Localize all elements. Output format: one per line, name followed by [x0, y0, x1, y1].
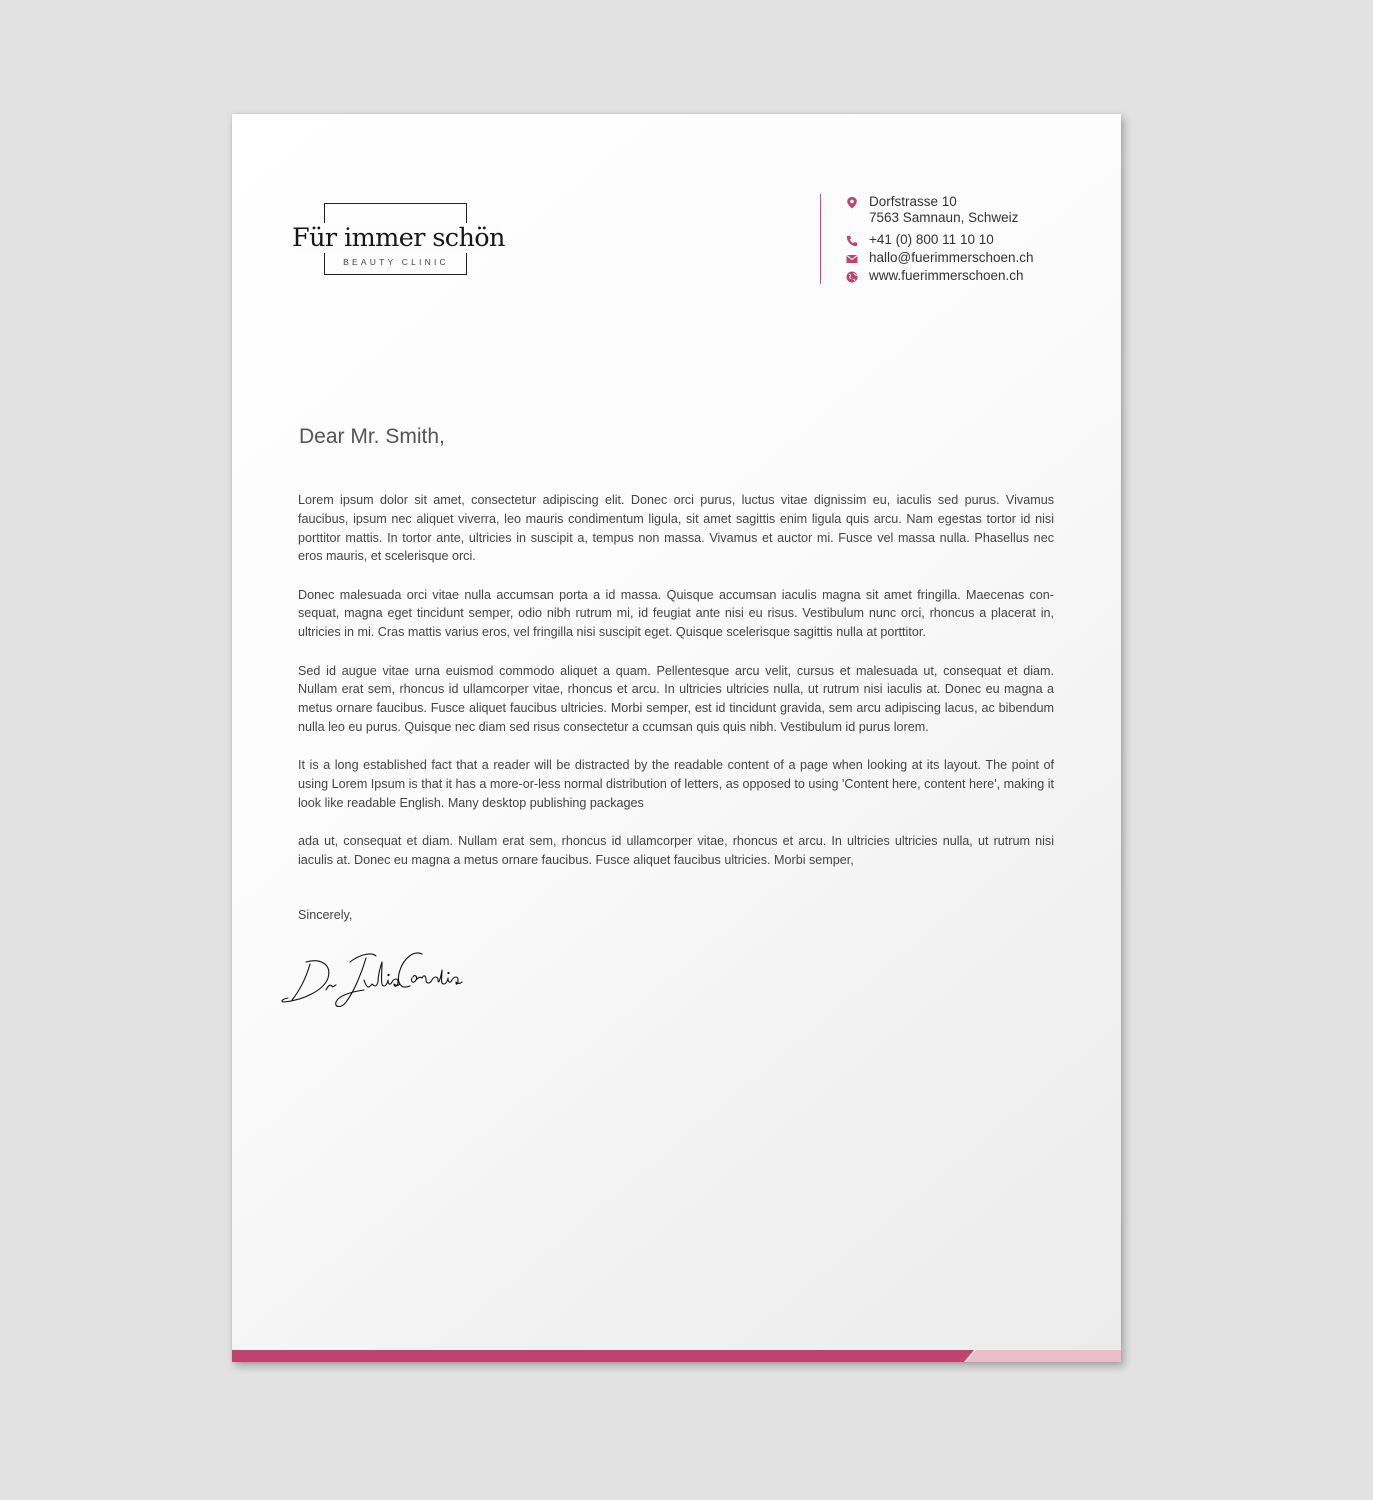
- body-paragraph: ada ut, consequat et diam. Nullam erat sem, rhoncus id ullamcorper vitae, rhoncus et arcu. In ultricies ultricies nulla, ut rutrum nisi iaculis at. Donec eu magna a metus ornare faucibus. Fusce aliquet faucibus ultricies. Morbi semper,: [298, 834, 1054, 867]
- logo-title: Für immer schön: [292, 223, 505, 253]
- body-paragraph: Lorem ipsum dolor sit amet, consectetur adipiscing elit. Donec orci purus, luctus vitae dignissim eu, iaculis sed purus. Vivamus faucibus, ipsum nec aliquet viverra, leo mauris condimentum ligula, sit amet sagittis enim ligula quis arcu. Nam egestas tortor id nisi porttitor mattis. In tortor ante, ultricies in suscipit a, tempus non massa. Vivamus et auctor mi. Fusce vel massa nulla. Phasellus nec eros mauris, et scelerisque orci.: [298, 493, 1054, 564]
- envelope-icon: [846, 253, 858, 265]
- globe-icon: [846, 271, 858, 283]
- clinic-logo: [292, 203, 505, 277]
- body-paragraph: Sed id augue vitae urna euismod commodo aliquet a quam. Pellentesque arcu velit, cursus et malesuada ut, consequat et diam. Nullam erat sem, rhoncus id ullamcorper vitae, rhoncus et arcu. In ultricies ultricies nulla, ut rutrum nisi iaculis at. Donec eu magna a metus ornare faucibus. Fusce aliquet faucibus ultricies. Morbi semper, est id tincidunt gravida, sem arcu adipiscing lacus, ac bibendum nulla leo eu purus. Quisque nec diam sed risus consectetur a ccumsan quis quis nibh. Vestibulum id purus lorem.: [298, 663, 1054, 734]
- signature: [280, 940, 470, 1010]
- contact-divider: [820, 194, 821, 284]
- salutation: Dear Mr. Smith,: [299, 425, 445, 448]
- footer-accent-bar: [232, 1350, 1121, 1362]
- contact-website: [846, 268, 1086, 286]
- contact-phone: [846, 232, 1086, 250]
- location-pin-icon: [846, 195, 858, 210]
- closing: Sincerely,: [298, 908, 353, 922]
- email-address: hallo@fuerimmerschoen.ch: [869, 250, 1034, 265]
- contact-email: [846, 250, 1086, 268]
- letter-body: [298, 491, 1054, 889]
- address-line1: Dorfstrasse 10: [869, 194, 957, 209]
- letter-sheet: [232, 114, 1121, 1362]
- website-url: www.fuerimmerschoen.ch: [869, 268, 1024, 283]
- phone-number: +41 (0) 800 11 10 10: [869, 232, 994, 247]
- body-paragraph: Donec malesuada orci vitae nulla accumsan porta a id massa. Quisque accumsan iaculis magna sit amet fringilla. Maecenas con-sequat, magna eget tincidunt semper, odio nibh rutrum mi, id feugiat ante nisi eu risus. Vestibulum nunc orci, rhoncus a placerat in, ultricies in mi. Cras mattis varius eros, vel fringilla nisi suscipit eget. Quisque scelerisque sagittis nulla at porttitor.: [298, 587, 1054, 640]
- address-line2: 7563 Samnaun, Schweiz: [869, 210, 1019, 225]
- logo-subtitle: BEAUTY CLINIC: [343, 257, 449, 267]
- phone-icon: [846, 235, 858, 247]
- contact-block: [846, 194, 1086, 286]
- body-paragraph: It is a long established fact that a reader will be distracted by the readable content of a page when looking at its layout. The point of using Lorem Ipsum is that it has a more-or-less normal distribution of letters, as opposed to using 'Content here, content here', making it look like readable English. Many desktop publishing packages: [298, 758, 1054, 810]
- contact-address: [846, 194, 1086, 230]
